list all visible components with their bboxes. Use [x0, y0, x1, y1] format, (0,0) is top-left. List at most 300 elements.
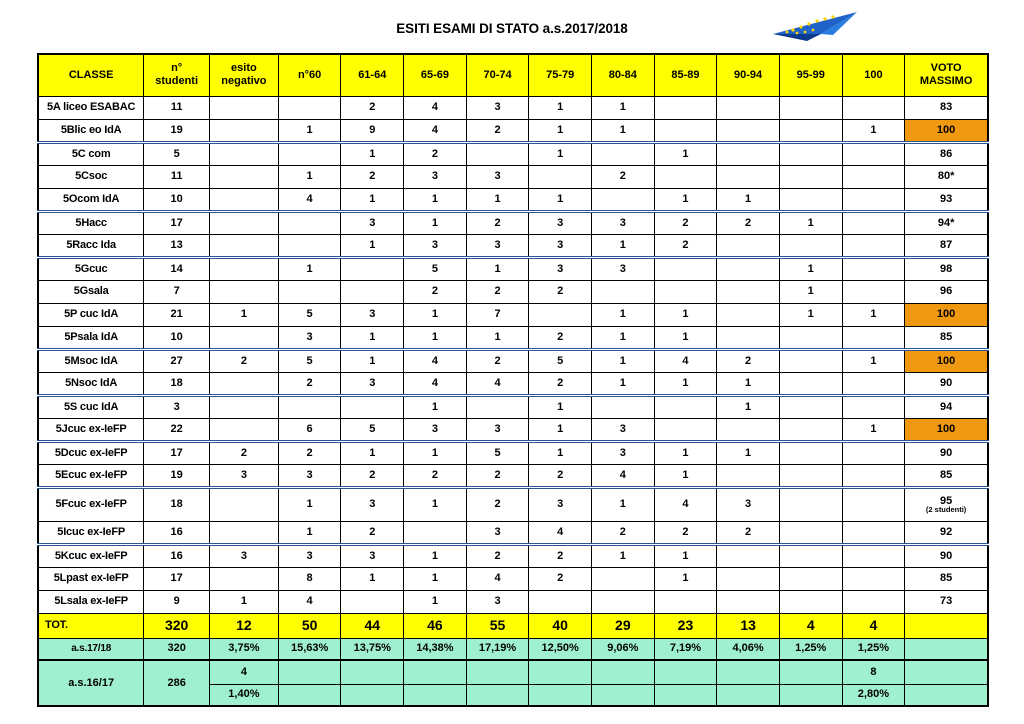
cell-studenti: 3 [144, 395, 210, 418]
total-b6569: 46 [404, 613, 467, 638]
voto-value: 85 [939, 572, 953, 585]
voto-value: 100 [936, 123, 956, 136]
cell-class-name: 5P cuc IdA [38, 303, 144, 326]
cell-b9599 [779, 567, 842, 590]
table-row [38, 544, 988, 567]
cell-b100 [842, 142, 905, 165]
cell-b60: 4 [278, 188, 341, 211]
cell-esito [210, 257, 279, 280]
cell-b60: 1 [278, 521, 341, 544]
cell-b9599 [779, 188, 842, 211]
cell-b9599 [779, 487, 842, 521]
cell-b7579: 1 [529, 119, 592, 142]
cell-b60: 6 [278, 418, 341, 441]
cell-class-name: 5Icuc ex-IeFP [38, 521, 144, 544]
cell-class-name: 5C com [38, 142, 144, 165]
cell-b8084: 1 [592, 372, 655, 395]
col-header-90-94: 90-94 [717, 54, 780, 96]
prev-year-pct-b6569 [404, 684, 467, 706]
col-header-studenti: n° studenti [144, 54, 210, 96]
col-header-61-64: 61-64 [341, 54, 404, 96]
cell-class-name: 5Ecuc ex-IeFP [38, 464, 144, 487]
cell-class-name: 5Csoc [38, 165, 144, 188]
voto-value: 73 [939, 595, 953, 608]
cell-b7579 [529, 590, 592, 613]
cell-b7074: 7 [466, 303, 529, 326]
cell-b8589: 1 [654, 142, 717, 165]
cell-b8084: 3 [592, 441, 655, 464]
cell-class-name: 5Dcuc ex-IeFP [38, 441, 144, 464]
header-row [38, 54, 988, 96]
cell-b7579: 2 [529, 280, 592, 303]
cell-b8589 [654, 165, 717, 188]
prev-year-count-b8084 [592, 660, 655, 684]
table-row [38, 165, 988, 188]
cell-b9094: 3 [717, 487, 780, 521]
cell-b7579: 3 [529, 211, 592, 234]
cell-b8589: 1 [654, 441, 717, 464]
prev-year-count-b100: 8 [842, 660, 905, 684]
cell-voto-massimo [905, 303, 988, 326]
cell-b7074: 1 [466, 188, 529, 211]
pct-b7074: 17,19% [466, 638, 529, 660]
cell-voto-massimo [905, 142, 988, 165]
cell-esito: 3 [210, 464, 279, 487]
cell-b8084: 1 [592, 544, 655, 567]
table-row [38, 280, 988, 303]
cell-esito [210, 165, 279, 188]
cell-b60 [278, 234, 341, 257]
cell-b7579: 2 [529, 544, 592, 567]
cell-b9599 [779, 464, 842, 487]
cell-esito [210, 119, 279, 142]
prev-year-pct-b8589 [654, 684, 717, 706]
cell-b6569: 1 [404, 441, 467, 464]
voto-value: 87 [939, 238, 953, 251]
cell-class-name: 5Lsala ex-IeFP [38, 590, 144, 613]
voto-value: 85 [939, 330, 953, 343]
cell-b6164 [341, 395, 404, 418]
cell-b9094 [717, 590, 780, 613]
cell-b7074: 3 [466, 165, 529, 188]
col-header-75-79: 75-79 [529, 54, 592, 96]
table-row [38, 395, 988, 418]
pct-esito: 3,75% [210, 638, 279, 660]
voto-value: 86 [939, 147, 953, 160]
voto-value: 94* [937, 216, 955, 229]
cell-b9599 [779, 418, 842, 441]
cell-b60: 3 [278, 544, 341, 567]
cell-b6164: 3 [341, 211, 404, 234]
total-b60: 50 [278, 613, 341, 638]
col-header-100: 100 [842, 54, 905, 96]
cell-studenti: 11 [144, 96, 210, 119]
cell-class-name: 5Psala IdA [38, 326, 144, 349]
pct-b6164: 13,75% [341, 638, 404, 660]
paper-plane-logo-icon [767, 8, 863, 44]
prev-year-count-b6569 [404, 660, 467, 684]
cell-b6164: 1 [341, 234, 404, 257]
cell-voto-massimo [905, 418, 988, 441]
cell-b6164 [341, 257, 404, 280]
voto-value: 98 [939, 262, 953, 275]
cell-b8589: 1 [654, 372, 717, 395]
cell-esito [210, 234, 279, 257]
prev-year-count-b60 [278, 660, 341, 684]
cell-b8084: 1 [592, 96, 655, 119]
page-title: ESITI ESAMI DI STATO a.s.2017/2018 [396, 21, 628, 36]
cell-b6164: 5 [341, 418, 404, 441]
pct-b60: 15,63% [278, 638, 341, 660]
cell-b7074 [466, 395, 529, 418]
pct-b7579: 12,50% [529, 638, 592, 660]
col-header-voto-massimo: VOTO MASSIMO [905, 54, 988, 96]
voto-value: 80* [937, 170, 955, 183]
cell-class-name: 5Blic eo IdA [38, 119, 144, 142]
cell-esito [210, 395, 279, 418]
voto-value: 95 [939, 494, 953, 507]
col-header-classe: CLASSE [38, 54, 144, 96]
cell-b9094: 2 [717, 211, 780, 234]
cell-class-name: 5Fcuc ex-IeFP [38, 487, 144, 521]
cell-b8084 [592, 590, 655, 613]
cell-b60: 4 [278, 590, 341, 613]
cell-b7579: 2 [529, 326, 592, 349]
cell-studenti: 13 [144, 234, 210, 257]
cell-class-name: 5Lpast ex-IeFP [38, 567, 144, 590]
cell-class-name: 5Gcuc [38, 257, 144, 280]
cell-b6569: 3 [404, 234, 467, 257]
cell-b100 [842, 395, 905, 418]
table-row [38, 567, 988, 590]
table-row [38, 326, 988, 349]
cell-b6569: 1 [404, 590, 467, 613]
table-row [38, 188, 988, 211]
cell-voto-massimo [905, 257, 988, 280]
voto-value: 100 [936, 354, 956, 367]
voto-note: (2 studenti) [925, 505, 967, 515]
cell-studenti: 7 [144, 280, 210, 303]
total-b9094: 13 [717, 613, 780, 638]
cell-voto-massimo [905, 349, 988, 372]
cell-b8084: 1 [592, 119, 655, 142]
cell-studenti: 19 [144, 464, 210, 487]
cell-b9094 [717, 418, 780, 441]
cell-voto-massimo [905, 280, 988, 303]
cell-b9599: 1 [779, 280, 842, 303]
cell-b100 [842, 567, 905, 590]
cell-b6164: 3 [341, 303, 404, 326]
cell-b6164: 3 [341, 544, 404, 567]
cell-esito [210, 372, 279, 395]
voto-value: 100 [936, 422, 956, 435]
cell-esito: 2 [210, 349, 279, 372]
cell-b100: 1 [842, 418, 905, 441]
cell-b7579: 1 [529, 395, 592, 418]
col-header-85-89: 85-89 [654, 54, 717, 96]
cell-b100 [842, 372, 905, 395]
voto-value: 83 [939, 101, 953, 114]
table-row [38, 303, 988, 326]
table-row [38, 257, 988, 280]
cell-b7579: 4 [529, 521, 592, 544]
cell-b6569: 1 [404, 567, 467, 590]
cell-b60: 5 [278, 349, 341, 372]
cell-b8589: 2 [654, 521, 717, 544]
cell-b100 [842, 544, 905, 567]
cell-b100 [842, 188, 905, 211]
col-header-n60: n°60 [278, 54, 341, 96]
cell-b7579: 3 [529, 487, 592, 521]
cell-b7579: 2 [529, 464, 592, 487]
cell-b6569: 2 [404, 142, 467, 165]
total-voto [905, 613, 988, 638]
cell-b100: 1 [842, 303, 905, 326]
cell-studenti: 5 [144, 142, 210, 165]
cell-b8589 [654, 280, 717, 303]
cell-b8084: 4 [592, 464, 655, 487]
cell-voto-massimo [905, 119, 988, 142]
cell-b60: 1 [278, 257, 341, 280]
cell-b9094 [717, 119, 780, 142]
cell-b7579: 1 [529, 188, 592, 211]
cell-b9094 [717, 326, 780, 349]
prev-year-pct-b8084 [592, 684, 655, 706]
cell-studenti: 10 [144, 188, 210, 211]
table-row [38, 590, 988, 613]
cell-b7074: 2 [466, 544, 529, 567]
cell-b6569: 3 [404, 418, 467, 441]
cell-b6164: 3 [341, 487, 404, 521]
cell-studenti: 21 [144, 303, 210, 326]
cell-b8084 [592, 567, 655, 590]
cell-studenti: 18 [144, 372, 210, 395]
cell-b100 [842, 257, 905, 280]
cell-b8084: 3 [592, 211, 655, 234]
cell-b7074: 2 [466, 349, 529, 372]
voto-value: 92 [939, 525, 953, 538]
prev-year-pct-b9599 [779, 684, 842, 706]
cell-b7579: 1 [529, 142, 592, 165]
cell-b7074: 4 [466, 372, 529, 395]
cell-studenti: 22 [144, 418, 210, 441]
cell-b8084 [592, 188, 655, 211]
cell-b8084: 1 [592, 326, 655, 349]
cell-b7579: 5 [529, 349, 592, 372]
cell-b8589: 4 [654, 487, 717, 521]
table-row [38, 464, 988, 487]
cell-b8084: 3 [592, 418, 655, 441]
cell-b9094 [717, 303, 780, 326]
cell-b7074: 2 [466, 119, 529, 142]
cell-b7074: 3 [466, 234, 529, 257]
cell-b6164: 1 [341, 142, 404, 165]
percentage-row [38, 638, 988, 660]
cell-b8589 [654, 418, 717, 441]
cell-b8084 [592, 395, 655, 418]
cell-studenti: 11 [144, 165, 210, 188]
prev-year-label: a.s.16/17 [38, 660, 144, 706]
prev-year-pct-b7074 [466, 684, 529, 706]
cell-b9094: 1 [717, 372, 780, 395]
cell-b7074: 5 [466, 441, 529, 464]
cell-b8589: 1 [654, 544, 717, 567]
prev-year-pct-b100: 2,80% [842, 684, 905, 706]
voto-value: 85 [939, 468, 953, 481]
pct-b8589: 7,19% [654, 638, 717, 660]
cell-b8589 [654, 119, 717, 142]
total-b7074: 55 [466, 613, 529, 638]
cell-b6164: 1 [341, 441, 404, 464]
cell-b6569: 4 [404, 96, 467, 119]
voto-value: 93 [939, 192, 953, 205]
cell-studenti: 17 [144, 441, 210, 464]
cell-b6569: 2 [404, 464, 467, 487]
cell-b8589 [654, 96, 717, 119]
cell-b9599 [779, 142, 842, 165]
prev-year-pct-b7579 [529, 684, 592, 706]
cell-voto-massimo [905, 544, 988, 567]
pct-studenti: 320 [144, 638, 210, 660]
cell-b60: 2 [278, 441, 341, 464]
cell-b6164 [341, 590, 404, 613]
cell-studenti: 27 [144, 349, 210, 372]
cell-voto-massimo [905, 590, 988, 613]
cell-b9094 [717, 544, 780, 567]
cell-b6164: 2 [341, 521, 404, 544]
cell-esito [210, 487, 279, 521]
total-b6164: 44 [341, 613, 404, 638]
cell-b7579: 1 [529, 96, 592, 119]
cell-b8084: 3 [592, 257, 655, 280]
table-row [38, 372, 988, 395]
cell-b100 [842, 441, 905, 464]
prev-year-count-voto [905, 660, 988, 684]
cell-studenti: 16 [144, 544, 210, 567]
voto-value: 90 [939, 446, 953, 459]
cell-b8084: 2 [592, 165, 655, 188]
prev-year-count-b8589 [654, 660, 717, 684]
col-header-80-84: 80-84 [592, 54, 655, 96]
cell-b6569: 1 [404, 395, 467, 418]
col-header-70-74: 70-74 [466, 54, 529, 96]
cell-b7579: 1 [529, 418, 592, 441]
cell-b8589 [654, 590, 717, 613]
cell-esito [210, 142, 279, 165]
cell-b6569: 1 [404, 326, 467, 349]
cell-b6569: 4 [404, 372, 467, 395]
cell-b6164: 1 [341, 188, 404, 211]
cell-b8084: 2 [592, 521, 655, 544]
cell-b6164: 3 [341, 372, 404, 395]
cell-voto-massimo [905, 487, 988, 521]
prev-year-students: 286 [144, 660, 210, 706]
cell-b7074 [466, 142, 529, 165]
cell-b9599 [779, 234, 842, 257]
cell-b8589: 1 [654, 303, 717, 326]
cell-b7579: 3 [529, 257, 592, 280]
cell-class-name: 5Hacc [38, 211, 144, 234]
cell-b9094 [717, 280, 780, 303]
cell-studenti: 17 [144, 567, 210, 590]
cell-b7579: 2 [529, 372, 592, 395]
cell-voto-massimo [905, 464, 988, 487]
table-row [38, 234, 988, 257]
cell-b60: 3 [278, 464, 341, 487]
total-label: TOT. [38, 613, 144, 638]
school-logo [767, 8, 863, 44]
table-row [38, 96, 988, 119]
cell-voto-massimo [905, 96, 988, 119]
cell-studenti: 18 [144, 487, 210, 521]
cell-b9094 [717, 464, 780, 487]
cell-b7579: 2 [529, 567, 592, 590]
cell-b100 [842, 280, 905, 303]
cell-studenti: 9 [144, 590, 210, 613]
cell-b7579 [529, 303, 592, 326]
cell-b9599: 1 [779, 303, 842, 326]
cell-esito: 1 [210, 303, 279, 326]
cell-b60: 2 [278, 372, 341, 395]
cell-b6164: 1 [341, 349, 404, 372]
cell-esito [210, 188, 279, 211]
cell-b9599 [779, 165, 842, 188]
pct-b6569: 14,38% [404, 638, 467, 660]
cell-class-name: 5Jcuc ex-IeFP [38, 418, 144, 441]
cell-b9599 [779, 395, 842, 418]
cell-b7579 [529, 165, 592, 188]
cell-b6164: 2 [341, 165, 404, 188]
cell-b9094 [717, 165, 780, 188]
cell-voto-massimo [905, 441, 988, 464]
prev-year-count-b9599 [779, 660, 842, 684]
cell-b60: 3 [278, 326, 341, 349]
cell-class-name: 5Racc Ida [38, 234, 144, 257]
cell-b6164: 9 [341, 119, 404, 142]
cell-esito: 3 [210, 544, 279, 567]
cell-b7074: 1 [466, 326, 529, 349]
cell-b7074: 2 [466, 280, 529, 303]
cell-b9599 [779, 521, 842, 544]
total-b100: 4 [842, 613, 905, 638]
pct-b100: 1,25% [842, 638, 905, 660]
cell-b6569: 1 [404, 211, 467, 234]
cell-b8084: 1 [592, 303, 655, 326]
cell-b100 [842, 234, 905, 257]
cell-b6569: 4 [404, 119, 467, 142]
cell-b6569: 1 [404, 544, 467, 567]
cell-b9599 [779, 544, 842, 567]
cell-studenti: 14 [144, 257, 210, 280]
cell-b9599: 1 [779, 257, 842, 280]
cell-b7074: 1 [466, 257, 529, 280]
cell-b7074: 4 [466, 567, 529, 590]
cell-esito: 2 [210, 441, 279, 464]
cell-class-name: 5Ocom IdA [38, 188, 144, 211]
cell-b9599 [779, 372, 842, 395]
table-row [38, 119, 988, 142]
cell-b100 [842, 464, 905, 487]
cell-b100 [842, 96, 905, 119]
cell-b6569: 1 [404, 188, 467, 211]
cell-b8589: 1 [654, 326, 717, 349]
cell-b9599: 1 [779, 211, 842, 234]
cell-b7579: 1 [529, 441, 592, 464]
cell-b9599 [779, 441, 842, 464]
cell-b9094: 2 [717, 349, 780, 372]
cell-b6569: 3 [404, 165, 467, 188]
cell-b9094 [717, 234, 780, 257]
